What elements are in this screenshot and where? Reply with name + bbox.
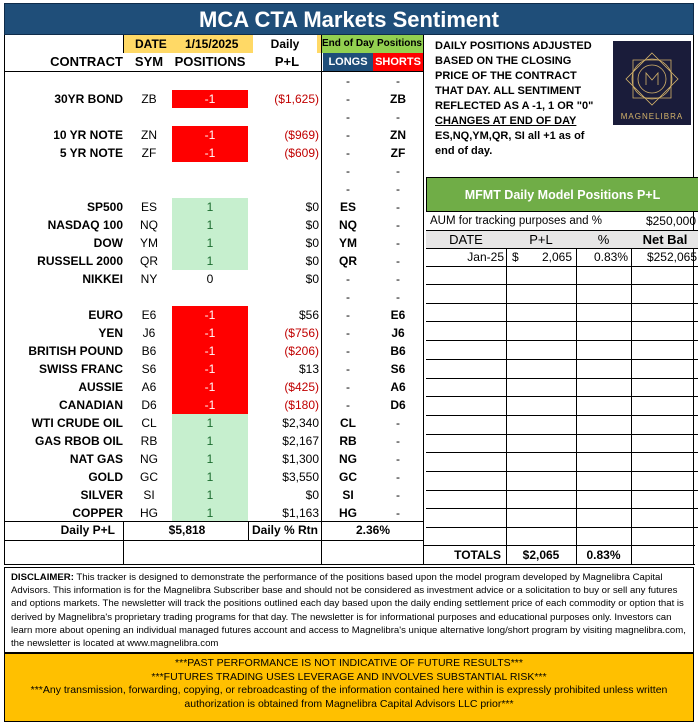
short-symbol: - <box>396 488 400 502</box>
long-symbol: NG <box>339 452 357 466</box>
short-symbol: E6 <box>390 308 406 322</box>
short-symbol: - <box>396 452 400 466</box>
contract-symbol: GC <box>140 470 158 484</box>
contract-symbol: A6 <box>141 380 157 394</box>
short-symbol: - <box>396 506 400 520</box>
model-header-row <box>426 231 698 249</box>
model-col-pct: % <box>597 232 610 247</box>
long-symbol: - <box>346 272 350 286</box>
model-empty-row <box>426 417 698 435</box>
contract-name: EURO <box>88 308 123 322</box>
contract-symbol: CL <box>141 416 157 430</box>
long-symbol: - <box>346 164 350 178</box>
model-empty-row <box>426 491 698 509</box>
model-empty-row <box>426 267 698 285</box>
short-symbol: S6 <box>390 362 406 376</box>
short-symbol: ZF <box>390 146 406 160</box>
contract-name: SP500 <box>86 200 123 214</box>
model-empty-row <box>426 323 698 341</box>
contract-name: NAT GAS <box>69 452 123 466</box>
notice-text <box>435 39 605 159</box>
totals-pnl: $2,065 <box>522 548 560 562</box>
contract-symbol: J6 <box>142 326 156 340</box>
contract-name: SWISS FRANC <box>39 362 123 376</box>
long-symbol: - <box>346 308 350 322</box>
totals-pct: 0.83% <box>586 548 621 562</box>
contract-name: COPPER <box>72 506 123 520</box>
daily-pnl: $0 <box>305 218 319 232</box>
blank-cell <box>5 541 123 565</box>
model-col-net: Net Bal <box>642 232 688 247</box>
position-value: -1 <box>172 144 248 162</box>
model-column-divider <box>576 249 577 545</box>
long-symbol: ES <box>339 200 356 214</box>
daily-pnl-label: Daily P+L <box>60 523 115 537</box>
sentiment-sheet <box>4 35 697 565</box>
model-empty-row <box>426 379 698 397</box>
short-symbol: - <box>396 470 400 484</box>
contract-name: 5 YR NOTE <box>59 146 123 160</box>
long-symbol: - <box>346 362 350 376</box>
contract-symbol <box>129 108 169 126</box>
contract-name: 10 YR NOTE <box>53 128 123 142</box>
shorts-header: SHORTS <box>373 53 423 71</box>
position-value: -1 <box>172 396 248 414</box>
position-value <box>172 162 248 180</box>
contract-symbol: ZB <box>141 92 157 106</box>
contract-symbol: D6 <box>141 398 157 412</box>
contract-name: WTI CRUDE OIL <box>31 416 123 430</box>
daily-pnl: $0 <box>305 200 319 214</box>
short-symbol: D6 <box>390 398 406 412</box>
entry-currency: $ <box>512 250 519 264</box>
long-symbol: - <box>346 110 350 124</box>
daily-pnl: $0 <box>305 236 319 250</box>
contract-name: YEN <box>98 326 123 340</box>
entry-net: $252,065 <box>646 250 697 264</box>
model-empty-row <box>426 435 698 453</box>
contract-symbol: QR <box>140 254 158 268</box>
short-symbol: - <box>396 236 400 250</box>
longs-header: LONGS <box>323 53 373 71</box>
short-symbol: - <box>396 218 400 232</box>
daily-pnl: $0 <box>305 254 319 268</box>
short-symbol: - <box>396 254 400 268</box>
disclaimer-label: DISCLAIMER: <box>11 572 74 583</box>
contract-name: SILVER <box>80 488 123 502</box>
position-value: -1 <box>172 378 248 396</box>
contract-name: DOW <box>93 236 123 250</box>
daily-pnl <box>251 162 321 180</box>
contract-symbol: HG <box>140 506 158 520</box>
contract-symbol: S6 <box>141 362 157 376</box>
daily-pnl <box>251 288 321 306</box>
daily-pnl: ($206) <box>284 344 319 358</box>
contract-symbol: ZF <box>141 146 157 160</box>
position-value: 1 <box>172 450 248 468</box>
model-column-divider <box>506 545 507 565</box>
long-symbol: NQ <box>339 218 357 232</box>
daily-pnl <box>251 108 321 126</box>
contract-symbol: YM <box>140 236 158 250</box>
aum-label: AUM for tracking purposes and % <box>430 215 602 227</box>
position-value <box>172 108 248 126</box>
model-empty-row <box>426 342 698 360</box>
column-divider <box>423 35 424 565</box>
contract-symbol <box>129 72 169 90</box>
warning-transmission: ***Any transmission, forwarding, copying, or rebroadcasting of the information contained here within is expressly prohibited unless written authorization is obtained from Magnelibra Capital Advisors LLC prior*** <box>30 684 668 710</box>
notice-changes: CHANGES AT END OF DAY <box>435 115 577 127</box>
date-value: 1/15/2025 <box>185 37 239 51</box>
daily-rtn-value: 2.36% <box>355 523 391 537</box>
daily-pnl: $2,167 <box>282 434 319 448</box>
contract-name <box>7 162 123 180</box>
contract-symbol <box>129 180 169 198</box>
entry-date: Jan-25 <box>467 250 504 264</box>
daily-pnl: ($969) <box>284 128 319 142</box>
positions-header: POSITIONS <box>174 54 246 69</box>
position-value <box>172 72 248 90</box>
contract-symbol: ES <box>140 200 157 214</box>
daily-pnl: $2,340 <box>282 416 319 430</box>
entry-pct: 0.83% <box>593 250 628 264</box>
contract-symbol: SI <box>143 488 155 502</box>
contract-name: GOLD <box>88 470 123 484</box>
short-symbol: - <box>396 200 400 214</box>
model-empty-row <box>426 398 698 416</box>
contract-name: 30YR BOND <box>54 92 123 106</box>
long-symbol: GC <box>339 470 357 484</box>
position-value: 1 <box>172 234 248 252</box>
daily-pnl: $0 <box>305 272 319 286</box>
model-title: MFMT Daily Model Positions P+L <box>426 177 698 212</box>
position-value <box>172 288 248 306</box>
position-value: 1 <box>172 216 248 234</box>
contract-symbol: NY <box>140 272 158 286</box>
short-symbol: - <box>396 434 400 448</box>
contract-symbol: ZN <box>141 128 157 142</box>
long-symbol: HG <box>339 506 357 520</box>
daily-pnl: $56 <box>298 308 319 322</box>
daily-pnl: $1,300 <box>282 452 319 466</box>
contract-name <box>7 288 123 306</box>
short-symbol: - <box>396 74 400 88</box>
daily-pnl-value: $5,818 <box>168 523 206 537</box>
long-symbol: - <box>346 398 350 412</box>
daily-pnl <box>251 72 321 90</box>
daily-pnl: $13 <box>298 362 319 376</box>
short-symbol: - <box>396 272 400 286</box>
disclaimer-box <box>4 567 694 653</box>
position-value: 1 <box>172 252 248 270</box>
position-value: 1 <box>172 432 248 450</box>
position-value: 0 <box>206 272 214 286</box>
position-value: -1 <box>172 306 248 324</box>
long-symbol: - <box>346 344 350 358</box>
position-value: 1 <box>172 414 248 432</box>
model-column-divider <box>631 249 632 545</box>
long-symbol: - <box>346 128 350 142</box>
contract-header: CONTRACT <box>50 54 123 69</box>
logo-text: MAGNELIBRA <box>620 112 684 121</box>
daily-pnl <box>251 180 321 198</box>
position-value: 1 <box>172 468 248 486</box>
long-symbol: - <box>346 380 350 394</box>
model-empty-row <box>426 473 698 491</box>
column-divider <box>248 521 249 541</box>
bottom-border <box>5 564 695 565</box>
long-symbol: - <box>346 92 350 106</box>
warning-past-performance: ***PAST PERFORMANCE IS NOT INDICATIVE OF FUTURE RESULTS*** <box>175 657 523 669</box>
notice-main: DAILY POSITIONS ADJUSTED BASED ON THE CLOSING PRICE OF THE CONTRACT THAT DAY. ALL SENTIMENT REFLECTED AS A -1, 1 OR "0" <box>435 40 594 112</box>
long-symbol: YM <box>339 236 357 250</box>
warning-leverage: ***FUTURES TRADING USES LEVERAGE AND INVOLVES SUBSTANTIAL RISK*** <box>151 670 547 683</box>
short-symbol: ZN <box>390 128 406 142</box>
contract-symbol <box>129 288 169 306</box>
daily-pnl: ($425) <box>284 380 319 394</box>
warning-box <box>4 653 694 722</box>
model-empty-row <box>426 304 698 322</box>
daily-pnl: ($180) <box>284 398 319 412</box>
totals-label: TOTALS <box>454 548 501 562</box>
short-symbol: - <box>396 164 400 178</box>
short-symbol: - <box>396 416 400 430</box>
contract-name: NIKKEI <box>82 272 123 286</box>
daily-pnl: $1,163 <box>282 506 319 520</box>
short-symbol: ZB <box>390 92 406 106</box>
contract-name: AUSSIE <box>78 380 123 394</box>
position-value: 1 <box>172 504 248 522</box>
daily-pnl: $0 <box>305 488 319 502</box>
daily-label: Daily <box>253 35 317 53</box>
short-symbol: - <box>396 110 400 124</box>
date-label: DATE <box>135 37 167 51</box>
title-bar <box>4 3 694 35</box>
contract-name: GAS RBOB OIL <box>34 434 123 448</box>
long-symbol: - <box>346 290 350 304</box>
daily-rtn-label: Daily % Rtn <box>251 523 318 537</box>
position-value: 1 <box>172 486 248 504</box>
page-title: MCA CTA Markets Sentiment <box>199 7 499 32</box>
daily-pnl: $3,550 <box>282 470 319 484</box>
contract-symbol: E6 <box>141 308 157 322</box>
column-divider <box>321 35 322 565</box>
model-entry-row <box>426 249 698 267</box>
contract-name: RUSSELL 2000 <box>37 254 123 268</box>
short-symbol: A6 <box>390 380 406 394</box>
short-symbol: J6 <box>391 326 405 340</box>
long-symbol: - <box>346 74 350 88</box>
aum-value: $250,000 <box>645 214 696 228</box>
short-symbol: - <box>396 290 400 304</box>
model-empty-row <box>426 361 698 379</box>
contract-name <box>7 72 123 90</box>
short-symbol: - <box>396 182 400 196</box>
magnelibra-logo <box>613 41 691 125</box>
model-column-divider <box>506 249 507 545</box>
contract-symbol: RB <box>140 434 158 448</box>
long-symbol: - <box>346 326 350 340</box>
disclaimer-text: This tracker is designed to demonstrate the performance of the positions based upon the model program developed by Magnelibra Capital Advisors. This information is for the Magnelibra Subscriber base and should not be considered as investment advice or a solicitation to buy or sell any futures and options markets. The newsletter will track the positions outlined each day based upon the daily ending settlement price of each commodity or option that is derived by Magnelibra's proprietary trading programs for that day. The newsletter is for informational purposes and educational purposes only. Investors can learn more about opening an individual managed futures account and access to Magnelibra's unique alternative long/short program by visiting magnelibra.com, the newsletter is located at www.magnelibra.com <box>11 572 686 650</box>
long-symbol: - <box>346 182 350 196</box>
position-value: -1 <box>172 90 248 108</box>
model-empty-row <box>426 454 698 472</box>
short-symbol: B6 <box>390 344 406 358</box>
eod-positions-label: End of Day Positions <box>321 35 423 53</box>
long-symbol: RB <box>339 434 357 448</box>
contract-symbol: B6 <box>141 344 157 358</box>
column-divider <box>123 35 124 53</box>
contract-name <box>7 180 123 198</box>
model-column-divider <box>631 545 632 565</box>
contract-symbol: NG <box>140 452 158 466</box>
daily-pnl: ($756) <box>284 326 319 340</box>
contract-name: BRITISH POUND <box>28 344 123 358</box>
notice-symbols: ES,NQ,YM,QR, SI all +1 as of end of day. <box>435 130 585 157</box>
daily-pnl: ($1,625) <box>274 92 319 106</box>
position-value: -1 <box>172 324 248 342</box>
model-column-divider <box>576 545 577 565</box>
position-value <box>172 180 248 198</box>
position-value: -1 <box>172 360 248 378</box>
column-divider <box>123 521 124 565</box>
model-col-pnl: P+L <box>529 232 553 247</box>
contract-name: NASDAQ 100 <box>47 218 123 232</box>
long-symbol: SI <box>342 488 354 502</box>
contract-symbol <box>129 162 169 180</box>
position-value: -1 <box>172 126 248 144</box>
sym-header: SYM <box>134 54 164 69</box>
position-value: 1 <box>172 198 248 216</box>
contract-name: CANADIAN <box>59 398 123 412</box>
logo-mark-icon <box>613 41 691 113</box>
model-empty-row <box>426 286 698 304</box>
contract-symbol: NQ <box>140 218 158 232</box>
entry-pnl: 2,065 <box>541 250 572 264</box>
aum-row <box>426 213 698 231</box>
daily-pnl: ($609) <box>284 146 319 160</box>
long-symbol: CL <box>340 416 356 430</box>
contract-name <box>7 108 123 126</box>
model-empty-row <box>426 510 698 528</box>
model-col-date: DATE <box>449 232 483 247</box>
pnl-header: P+L <box>274 54 300 69</box>
long-symbol: QR <box>339 254 357 268</box>
long-symbol: - <box>346 146 350 160</box>
position-value: -1 <box>172 342 248 360</box>
